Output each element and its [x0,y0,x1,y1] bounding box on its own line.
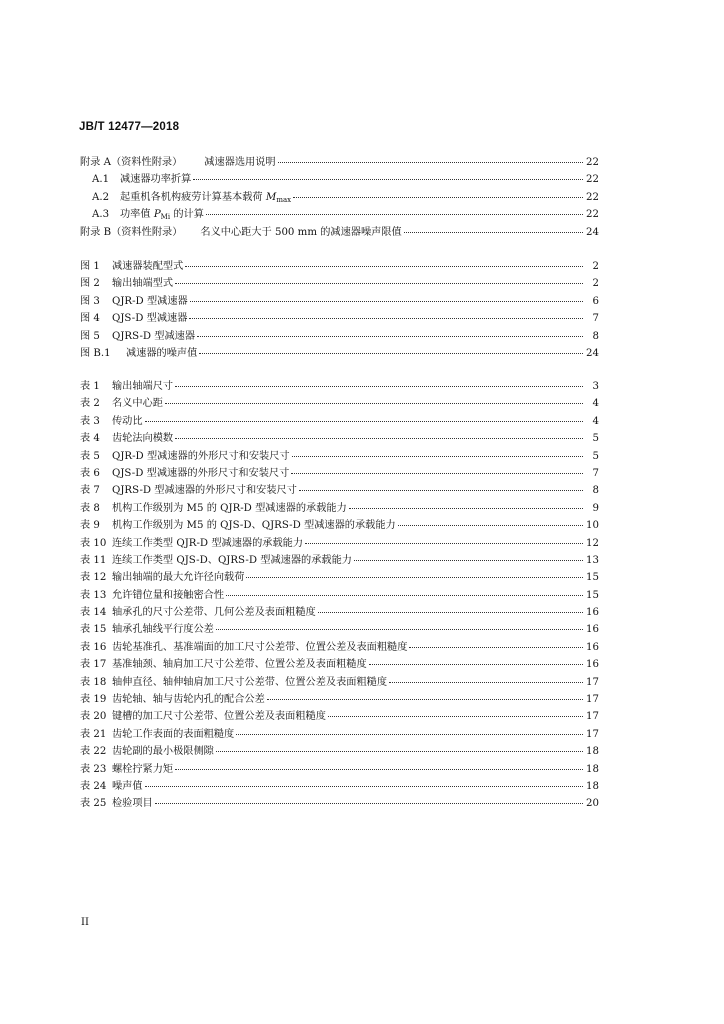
toc-entry-number: 表 19 [80,694,107,706]
toc-entry[interactable] [80,655,599,672]
toc-entry-title [120,188,291,204]
toc-entry-page: 24 [586,347,599,359]
dot-leader [404,232,583,233]
dot-leader [278,162,583,163]
dot-leader [292,456,583,457]
toc-entry-number: 表 16 [80,641,107,653]
dot-leader [389,682,583,683]
toc-entry-page: 16 [586,659,599,671]
toc-entry-page: 2 [592,261,599,272]
toc-entry-title: 连续工作类型 QJS-D、QJRS-D 型减速器的承载能力 [112,554,352,566]
toc-entry-page: 2 [592,278,599,290]
toc-entry-number: 表 12 [80,572,107,584]
toc-entry-number: 表 6 [80,467,100,479]
toc-entry-page: 17 [586,676,599,688]
dot-leader [190,301,583,302]
math-subscript: max [276,195,292,204]
dot-leader [267,699,583,700]
math-symbol: P [153,209,161,221]
dot-leader [349,508,583,509]
toc-entry-title: 减速器选用说明 [204,157,276,168]
toc-entry-title: 齿轮法向模数 [112,433,174,445]
toc-entry-page: 22 [586,209,599,221]
toc-entry-page: 17 [586,711,599,723]
toc-entry[interactable] [80,794,599,811]
dot-leader [193,179,583,180]
toc-entry[interactable] [80,447,599,464]
toc-entry-number: 表 9 [80,520,100,532]
toc-entry-page: 24 [586,226,599,238]
toc-entry-page: 17 [586,728,599,740]
toc-entry-number: 表 8 [80,502,100,514]
dot-leader [216,751,583,752]
toc-entry[interactable] [80,327,599,344]
toc-entry-page: 9 [592,502,599,514]
toc-entry-title: 齿轮副的最小极限侧隙 [112,746,214,758]
toc-entry-number: 附录 B（资料性附录） [80,226,183,238]
toc-entry-page: 4 [592,415,599,427]
toc-entry-number: 表 25 [80,798,107,810]
toc-entry-number: 表 22 [80,746,107,758]
toc-entry-title: 连续工作类型 QJR-D 型减速器的承载能力 [112,537,304,549]
toc-entry[interactable] [80,568,599,585]
toc-entry-page: 8 [592,330,599,342]
toc-entry-title: 齿轮工作表面的表面粗糙度 [112,728,235,740]
toc-entry[interactable] [80,153,599,170]
toc-appendix-section [80,153,599,240]
toc-entry[interactable] [80,603,599,620]
toc-entry-title-text: 的计算 [173,209,204,221]
dot-leader [328,716,583,717]
toc-entry-number: 表 17 [80,659,107,671]
toc-entry-title: 减速器装配型式 [112,261,184,272]
toc-entry-number: 图 5 [80,330,100,342]
toc-entry[interactable] [80,638,599,655]
dot-leader [398,525,583,526]
toc-entry[interactable] [80,205,599,222]
toc-entry-title: 机构工作级别为 M5 的 QJS-D、QJRS-D 型减速器的承载能力 [112,520,396,532]
toc-entry[interactable] [80,170,599,187]
toc-entry-number: 表 13 [80,589,107,601]
toc-entry-number: 表 7 [80,485,100,497]
toc-entry-page: 16 [586,607,599,619]
dot-leader [246,577,583,578]
toc-entry-page: 22 [586,191,599,203]
toc-entry-title: 轴承孔轴线平行度公差 [112,624,214,636]
toc-entry-number: A.1 [92,174,110,186]
dot-leader [175,386,583,387]
toc-entry[interactable] [80,742,599,759]
toc-entry-page: 18 [586,763,599,775]
toc-entry-number: 表 1 [80,381,100,392]
dot-leader [165,403,583,404]
toc-entry-title: QJS-D 型减速器的外形尺寸和安装尺寸 [112,467,290,479]
dot-leader [145,421,583,422]
toc-entry-title: 名义中心距 [112,398,163,410]
dot-leader [293,197,583,198]
dot-leader [318,612,583,613]
toc-entry-page: 20 [586,798,599,810]
toc-entry-title: 输出轴端尺寸 [112,381,174,392]
toc-entry-page: 13 [586,554,599,566]
toc-entry-title: 齿轮轴、轴与齿轮内孔的配合公差 [112,694,265,706]
toc-entry[interactable] [80,673,599,690]
dot-leader [409,647,583,648]
dot-leader [216,629,583,630]
toc-entry-page: 7 [592,467,599,479]
toc-entry-number: A.3 [92,209,110,221]
dot-leader [175,283,583,284]
toc-entry[interactable] [80,777,599,794]
dot-leader [291,473,583,474]
toc-entry-title: QJR-D 型减速器 [112,295,188,307]
toc-entry[interactable] [80,292,599,309]
toc-entry-title: QJR-D 型减速器的外形尺寸和安装尺寸 [112,450,290,462]
toc-entry-title: 名义中心距大于 500 mm 的减速器噪声限值 [200,226,402,238]
page-number: II [81,917,89,928]
toc-entry-page: 22 [586,157,599,168]
toc-entry-title: 机构工作级别为 M5 的 QJR-D 型减速器的承载能力 [112,502,347,514]
toc-entry-page: 7 [592,313,599,325]
dot-leader [305,543,583,544]
toc-entry[interactable] [80,534,599,551]
toc-entry-title: 检验项目 [112,798,153,810]
toc-entry[interactable] [80,274,599,291]
dot-leader [185,266,583,267]
math-subscript: Mi [160,213,171,222]
toc-entry-title: 减速器的噪声值 [126,347,198,359]
toc-entry-title: QJS-D 型减速器 [112,313,188,325]
toc-entry[interactable] [80,429,599,446]
toc-entry-title: 螺栓拧紧力矩 [112,763,174,775]
dot-leader [199,353,583,354]
toc-entry-page: 18 [586,746,599,758]
toc-entry-page: 5 [592,450,599,462]
toc-entry-page: 17 [586,694,599,706]
dot-leader [226,595,583,596]
toc-entry-page: 8 [592,485,599,497]
toc-entry-title-text: 起重机各机构疲劳计算基本载荷 [120,191,263,203]
toc-entry-page: 4 [592,398,599,410]
dot-leader [189,318,583,319]
toc-entry-number: 表 15 [80,624,107,636]
dot-leader [175,769,583,770]
standard-code: JB/T 12477—2018 [79,121,180,133]
toc-entry-number: 表 4 [80,433,100,445]
toc-entry-number: 表 5 [80,450,100,462]
toc-entry-page: 16 [586,624,599,636]
dot-leader [155,803,583,804]
toc-entry[interactable] [80,620,599,637]
dot-leader [236,734,583,735]
toc-entry-page: 16 [586,641,599,653]
toc-entry-page: 6 [592,295,599,307]
toc-entry[interactable] [80,516,599,533]
toc-entry[interactable] [80,412,599,429]
toc-entry[interactable] [80,690,599,707]
toc-entry[interactable] [80,499,599,516]
toc-figures-section [80,257,599,361]
toc-entry-title-text: 功率值 [120,209,151,221]
toc-entry[interactable] [80,725,599,742]
toc-entry[interactable] [80,707,599,724]
toc-entry-title [120,205,204,221]
toc-entry-number: 表 11 [80,554,107,566]
dot-leader [145,786,583,787]
dot-leader [369,664,583,665]
dot-leader [299,490,583,491]
toc-entry-number: 表 10 [80,537,107,549]
dot-leader [197,336,583,337]
toc-entry-title: 基准轴颈、轴肩加工尺寸公差带、位置公差及表面粗糙度 [112,659,367,671]
toc-entry-number: 表 23 [80,763,107,775]
toc-entry[interactable] [80,464,599,481]
toc-entry-title: QJRS-D 型减速器的外形尺寸和安装尺寸 [112,485,297,497]
toc-entry[interactable] [80,551,599,568]
toc-entry-number: 表 18 [80,676,107,688]
toc-entry-page: 22 [586,174,599,186]
toc-entry[interactable] [80,223,599,240]
toc-entry-title: 齿轮基准孔、基准端面的加工尺寸公差带、位置公差及表面粗糙度 [112,641,408,653]
toc-entry-page: 5 [592,433,599,445]
toc-entry-page: 15 [586,589,599,601]
toc-entry-number: A.2 [92,191,110,203]
toc-entry-page: 12 [586,537,599,549]
toc-entry-title: 输出轴端型式 [112,278,174,290]
toc-entry-number: 附录 A（资料性附录） [80,157,183,168]
toc-tables-section [80,377,599,812]
toc-entry-number: 图 1 [80,261,100,272]
toc-entry-title: 噪声值 [112,780,143,792]
toc-entry[interactable] [80,760,599,777]
toc-entry-number: 表 20 [80,711,107,723]
toc-entry[interactable] [80,344,599,361]
toc-entry-number: 表 2 [80,398,100,410]
toc-entry-number: 图 B.1 [80,347,111,359]
toc-entry-title: 轴承孔的尺寸公差带、几何公差及表面粗糙度 [112,607,316,619]
toc-entry[interactable] [80,394,599,411]
toc-entry[interactable] [80,309,599,326]
dot-leader [175,438,583,439]
toc-entry-title: QJRS-D 型减速器 [112,330,196,342]
toc-entry[interactable] [80,586,599,603]
toc-entry-page: 10 [586,520,599,532]
dot-leader [354,560,583,561]
toc-entry-title: 轴伸直径、轴伸轴肩加工尺寸公差带、位置公差及表面粗糙度 [112,676,388,688]
toc-entry-number: 表 14 [80,607,107,619]
toc-entry[interactable] [80,481,599,498]
toc-entry-title: 键槽的加工尺寸公差带、位置公差及表面粗糙度 [112,711,326,723]
toc-entry-number: 图 4 [80,313,100,325]
toc-entry-page: 18 [586,780,599,792]
toc-entry-number: 图 2 [80,278,100,290]
toc-entry[interactable] [80,188,599,205]
toc-entry-title: 传动比 [112,415,143,427]
toc-entry[interactable] [80,377,599,394]
toc-entry-title: 允许错位量和接触密合性 [112,589,225,601]
toc-entry-number: 表 3 [80,415,100,427]
toc-entry-number: 表 21 [80,728,107,740]
dot-leader [206,214,583,215]
toc-entry-page: 15 [586,572,599,584]
toc-entry-page: 3 [592,381,599,392]
toc-entry-number: 表 24 [80,780,107,792]
toc-entry-title: 输出轴端的最大允许径向载荷 [112,572,245,584]
math-symbol: M [265,191,277,203]
toc-entry[interactable] [80,257,599,274]
toc-entry-title: 减速器功率折算 [120,174,192,186]
toc-entry-number: 图 3 [80,295,100,307]
